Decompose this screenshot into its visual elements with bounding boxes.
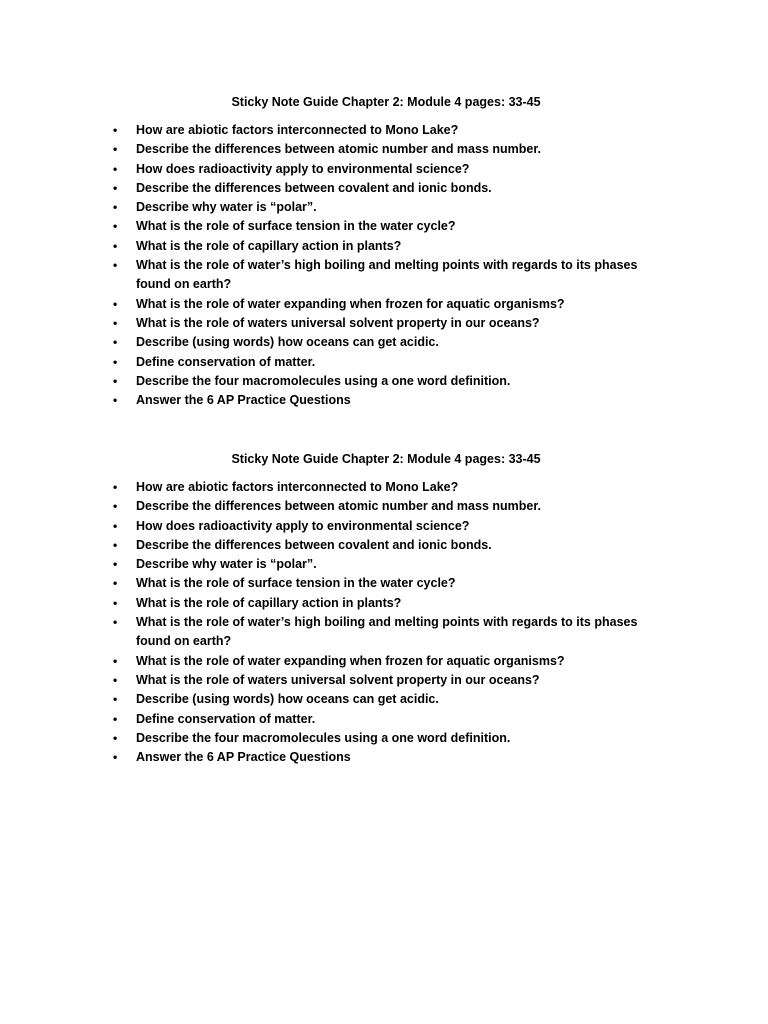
guide-section-2 [0,450,768,767]
list-item-text: What is the role of water expanding when frozen for aquatic organisms? [136,653,565,668]
list-item-text: Answer the 6 AP Practice Questions [136,750,351,765]
list-item [0,517,768,536]
list-item-text: What is the role of water’s high boiling and melting points with regards to its phases found on earth? [136,258,638,292]
bullet-icon: • [113,576,118,591]
list-item [0,690,768,709]
bullet-icon: • [113,258,118,273]
list-item-text: How does radioactivity apply to environmental science? [136,518,470,533]
list-item-text: Describe the differences between atomic number and mass number. [136,499,541,514]
bullet-icon: • [113,354,118,369]
list-item-text: How does radioactivity apply to environmental science? [136,161,470,176]
list-item [0,613,768,652]
bullet-icon: • [113,711,118,726]
list-item-text: Define conservation of matter. [136,711,316,726]
bullet-icon: • [113,180,118,195]
list-item-text: Answer the 6 AP Practice Questions [136,393,351,408]
list-item-text: Describe the differences between covalent and ionic bonds. [136,537,492,552]
bullet-icon: • [113,373,118,388]
list-item-text: What is the role of waters universal solvent property in our oceans? [136,315,540,330]
bullet-icon: • [113,219,118,234]
list-item-text: What is the role of capillary action in plants? [136,238,402,253]
list-item [0,748,768,767]
list-item [0,710,768,729]
list-item-text: What is the role of waters universal solvent property in our oceans? [136,672,540,687]
list-item [0,594,768,613]
list-item [0,555,768,574]
list-item-text: What is the role of surface tension in the water cycle? [136,219,456,234]
bullet-icon: • [113,161,118,176]
bullet-icon: • [113,296,118,311]
list-item-text: What is the role of water expanding when frozen for aquatic organisms? [136,296,565,311]
bullet-icon: • [113,200,118,215]
list-item-text: How are abiotic factors interconnected to Mono Lake? [136,123,459,137]
list-item [0,536,768,555]
question-list [0,121,768,410]
list-item [0,652,768,671]
bullet-icon: • [113,692,118,707]
bullet-icon: • [113,537,118,552]
bullet-icon: • [113,653,118,668]
bullet-icon: • [113,393,118,408]
bullet-icon: • [113,595,118,610]
bullet-icon: • [113,557,118,572]
list-item [0,217,768,236]
question-list [0,478,768,767]
list-item-text: Describe why water is “polar”. [136,557,317,572]
list-item [0,256,768,295]
list-item-text: What is the role of capillary action in plants? [136,595,402,610]
list-item [0,140,768,159]
list-item-text: Describe why water is “polar”. [136,200,317,215]
list-item [0,478,768,497]
list-item [0,179,768,198]
list-item [0,671,768,690]
list-item [0,314,768,333]
list-item [0,198,768,217]
list-item-text: How are abiotic factors interconnected to Mono Lake? [136,480,459,494]
list-item [0,333,768,352]
list-item-text: Describe the differences between atomic number and mass number. [136,142,541,157]
list-item [0,295,768,314]
list-item [0,729,768,748]
bullet-icon: • [113,499,118,514]
bullet-icon: • [113,518,118,533]
bullet-icon: • [113,615,118,630]
list-item-text: Describe (using words) how oceans can get acidic. [136,335,439,350]
list-item-text: Describe (using words) how oceans can get acidic. [136,692,439,707]
bullet-icon: • [113,750,118,765]
guide-title: Sticky Note Guide Chapter 2: Module 4 pages: 33-45 [231,95,541,109]
list-item-text: Describe the four macromolecules using a one word definition. [136,730,511,745]
list-item [0,353,768,372]
bullet-icon: • [113,672,118,687]
bullet-icon: • [113,730,118,745]
list-item [0,497,768,516]
bullet-icon: • [113,480,118,494]
bullet-icon: • [113,123,118,137]
list-item [0,391,768,410]
list-item-text: Define conservation of matter. [136,354,316,369]
list-item [0,574,768,593]
guide-title: Sticky Note Guide Chapter 2: Module 4 pages: 33-45 [231,452,541,466]
bullet-icon: • [113,335,118,350]
bullet-icon: • [113,142,118,157]
list-item [0,160,768,179]
list-item [0,372,768,391]
list-item-text: Describe the four macromolecules using a one word definition. [136,373,511,388]
list-item-text: What is the role of surface tension in the water cycle? [136,576,456,591]
list-item [0,121,768,140]
bullet-icon: • [113,315,118,330]
list-item-text: Describe the differences between covalent and ionic bonds. [136,180,492,195]
guide-section-1 [0,93,768,410]
list-item-text: What is the role of water’s high boiling and melting points with regards to its phases found on earth? [136,615,638,649]
list-item [0,237,768,256]
bullet-icon: • [113,238,118,253]
